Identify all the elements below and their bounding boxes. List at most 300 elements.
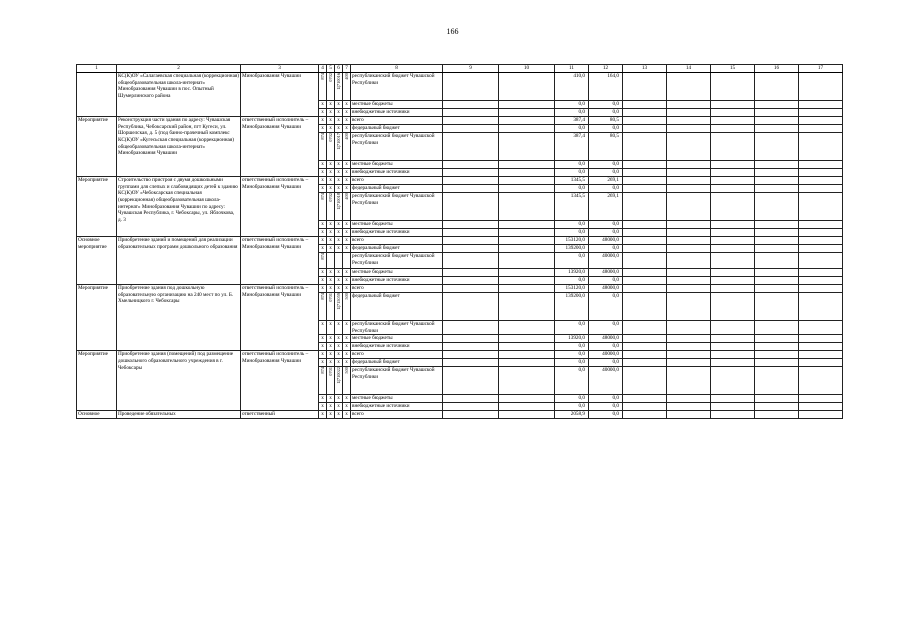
- header-cell-17: 17: [799, 65, 843, 73]
- budget-code-cell: x: [327, 177, 335, 185]
- year-cell-16: [755, 237, 799, 245]
- header-cell-3: 3: [241, 65, 319, 73]
- funding-source-cell: местные бюджеты: [351, 101, 443, 109]
- year-cell-17: [799, 177, 843, 185]
- budget-code-cell: x: [343, 285, 351, 293]
- year-cell-9: [443, 321, 499, 335]
- year-cell-17: [799, 109, 843, 117]
- budget-code-cell: x: [335, 109, 343, 117]
- year-cell-16: [755, 161, 799, 169]
- budget-code: Ц710018: [336, 193, 341, 210]
- value-cell-12: 48000,0: [589, 269, 623, 277]
- funding-source-cell: местные бюджеты: [351, 161, 443, 169]
- budget-code-cell: x: [327, 117, 335, 125]
- header-cell-12: 12: [589, 65, 623, 73]
- year-cell-10: [499, 245, 555, 253]
- year-cell-14: [667, 221, 711, 229]
- year-cell-17: [799, 221, 843, 229]
- year-cell-14: [667, 367, 711, 395]
- year-cell-16: [755, 193, 799, 221]
- year-cell-10: [499, 367, 555, 395]
- budget-code-cell: x: [327, 285, 335, 293]
- year-cell-16: [755, 277, 799, 285]
- year-cell-10: [499, 177, 555, 185]
- year-cell-17: [799, 185, 843, 193]
- budget-code-cell: x: [319, 395, 327, 403]
- year-cell-14: [667, 161, 711, 169]
- budget-code-cell: [319, 367, 327, 395]
- budget-code: 874: [320, 133, 325, 140]
- year-cell-13: [623, 395, 667, 403]
- funding-source-cell: федеральный бюджет: [351, 185, 443, 193]
- year-cell-9: [443, 177, 499, 185]
- year-cell-13: [623, 351, 667, 359]
- year-cell-9: [443, 193, 499, 221]
- budget-code-cell: x: [335, 185, 343, 193]
- budget-code-cell: x: [335, 343, 343, 351]
- year-cell-15: [711, 253, 755, 269]
- budget-code: 500: [344, 293, 349, 300]
- budget-code: 400: [344, 133, 349, 140]
- budget-code-cell: x: [343, 277, 351, 285]
- budget-code-cell: x: [343, 169, 351, 177]
- budget-code-cell: x: [327, 125, 335, 133]
- budget-code-cell: x: [335, 169, 343, 177]
- year-cell-9: [443, 109, 499, 117]
- value-cell-11: 0,0: [555, 395, 589, 403]
- budget-code-cell: [327, 133, 335, 161]
- funding-source-cell: федеральный бюджет: [351, 245, 443, 253]
- value-cell-11: 387,4: [555, 133, 589, 161]
- budget-code-cell: x: [343, 245, 351, 253]
- year-cell-16: [755, 285, 799, 293]
- funding-source-cell: республиканский бюджет Чувашской Республики: [351, 193, 443, 221]
- year-cell-13: [623, 269, 667, 277]
- event-name-cell: Приобретение здания (помещений) под размещение дошкольного образовательного учреждения в г. Чебоксары: [117, 351, 241, 411]
- budget-code-cell: [343, 133, 351, 161]
- year-cell-10: [499, 277, 555, 285]
- value-cell-12: 0,0: [589, 161, 623, 169]
- year-cell-16: [755, 169, 799, 177]
- header-cell-6: 6: [335, 65, 343, 73]
- year-cell-15: [711, 343, 755, 351]
- budget-code-cell: x: [335, 403, 343, 411]
- funding-source-cell: всего: [351, 177, 443, 185]
- budget-code-cell: x: [343, 117, 351, 125]
- budget-code-cell: x: [343, 395, 351, 403]
- budget-code-cell: x: [335, 161, 343, 169]
- budget-code: Ц710022: [336, 367, 341, 384]
- year-cell-16: [755, 125, 799, 133]
- executor-cell: ответственный: [241, 411, 319, 419]
- budget-code-cell: x: [335, 285, 343, 293]
- value-cell-12: 0,0: [589, 411, 623, 419]
- budget-code: 400: [344, 193, 349, 200]
- event-name-cell: КС(К)ОУ «Салагаевская специальная (коррекционная) общеобразовательная школа-интернат» Минобразования Чувашии в пос. Опытный Шумерлинского района: [117, 73, 241, 117]
- year-cell-17: [799, 125, 843, 133]
- value-cell-12: 0,0: [589, 221, 623, 229]
- year-cell-17: [799, 403, 843, 411]
- budget-code-cell: x: [327, 411, 335, 419]
- year-cell-15: [711, 285, 755, 293]
- value-cell-11: 0,0: [555, 367, 589, 395]
- year-cell-13: [623, 229, 667, 237]
- budget-code-cell: x: [335, 411, 343, 419]
- year-cell-9: [443, 229, 499, 237]
- year-cell-15: [711, 117, 755, 125]
- budget-code-cell: [343, 253, 351, 269]
- year-cell-16: [755, 359, 799, 367]
- year-cell-16: [755, 403, 799, 411]
- budget-code-cell: x: [319, 403, 327, 411]
- year-cell-13: [623, 177, 667, 185]
- year-cell-17: [799, 193, 843, 221]
- year-cell-13: [623, 117, 667, 125]
- table-row: [77, 177, 843, 185]
- year-cell-14: [667, 109, 711, 117]
- year-cell-14: [667, 335, 711, 343]
- executor-cell: ответственный исполнитель – Минобразования Чувашии: [241, 285, 319, 351]
- year-cell-16: [755, 133, 799, 161]
- year-cell-16: [755, 221, 799, 229]
- budget-code-cell: x: [319, 343, 327, 351]
- header-cell-2: 2: [117, 65, 241, 73]
- budget-code-cell: x: [343, 237, 351, 245]
- budget-code-cell: x: [327, 403, 335, 411]
- year-cell-13: [623, 343, 667, 351]
- year-cell-17: [799, 277, 843, 285]
- year-cell-17: [799, 133, 843, 161]
- budget-code: 400: [344, 73, 349, 80]
- year-cell-13: [623, 125, 667, 133]
- year-cell-15: [711, 293, 755, 321]
- value-cell-12: 0,0: [589, 343, 623, 351]
- budget-code-cell: [327, 253, 335, 269]
- value-cell-11: 0,0: [555, 359, 589, 367]
- year-cell-16: [755, 343, 799, 351]
- budget-code-cell: x: [327, 351, 335, 359]
- funding-source-cell: всего: [351, 351, 443, 359]
- value-cell-12: 0,0: [589, 169, 623, 177]
- year-cell-17: [799, 285, 843, 293]
- year-cell-13: [623, 109, 667, 117]
- header-cell-15: 15: [711, 65, 755, 73]
- year-cell-10: [499, 269, 555, 277]
- year-cell-17: [799, 253, 843, 269]
- budget-code-cell: x: [335, 269, 343, 277]
- funding-source-cell: республиканский бюджет Чувашской Республики: [351, 321, 443, 335]
- budget-code-cell: x: [327, 109, 335, 117]
- budget-code-cell: x: [343, 177, 351, 185]
- budget-code-cell: [319, 293, 327, 321]
- value-cell-11: 0,0: [555, 161, 589, 169]
- year-cell-17: [799, 395, 843, 403]
- value-cell-11: 0,0: [555, 185, 589, 193]
- year-cell-9: [443, 169, 499, 177]
- value-cell-12: 0,0: [589, 277, 623, 285]
- event-name-cell: Реконструкция части здания по адресу: Чувашская Республика, Чебоксарский район, пгт Кугеси, ул. Шоршелская, д. 5 (под банно-прачечный комплекс КС(К)ОУ «Кугесьская специальная (коррекционная) общеобразовательная школа-интернат» Минобразования Чувашии: [117, 117, 241, 177]
- year-cell-10: [499, 285, 555, 293]
- year-cell-14: [667, 359, 711, 367]
- budget-code-cell: x: [343, 351, 351, 359]
- budget-code-cell: [319, 133, 327, 161]
- budget-code-cell: x: [327, 245, 335, 253]
- year-cell-10: [499, 359, 555, 367]
- budget-code-cell: [335, 73, 343, 101]
- funding-source-cell: внебюджетные источники: [351, 403, 443, 411]
- budget-code-cell: [335, 193, 343, 221]
- funding-source-cell: местные бюджеты: [351, 221, 443, 229]
- budget-code-cell: [327, 293, 335, 321]
- year-cell-14: [667, 169, 711, 177]
- header-cell-10: 10: [499, 65, 555, 73]
- year-cell-14: [667, 185, 711, 193]
- budget-code-cell: [327, 367, 335, 395]
- year-cell-16: [755, 229, 799, 237]
- header-row: [77, 65, 843, 73]
- year-cell-15: [711, 177, 755, 185]
- year-cell-13: [623, 253, 667, 269]
- funding-source-cell: всего: [351, 411, 443, 419]
- budget-code-cell: x: [343, 229, 351, 237]
- year-cell-13: [623, 133, 667, 161]
- executor-cell: ответственный исполнитель – Минобразования Чувашии: [241, 117, 319, 177]
- budget-code-cell: x: [335, 359, 343, 367]
- budget-code-cell: x: [327, 359, 335, 367]
- budget-code-cell: x: [319, 161, 327, 169]
- budget-code-cell: x: [319, 125, 327, 133]
- budget-code-cell: x: [319, 229, 327, 237]
- budget-code-cell: x: [327, 229, 335, 237]
- value-cell-12: 48000,0: [589, 237, 623, 245]
- budget-code-cell: x: [343, 161, 351, 169]
- year-cell-13: [623, 321, 667, 335]
- budget-code-cell: x: [319, 109, 327, 117]
- year-cell-15: [711, 161, 755, 169]
- header-cell-1: 1: [77, 65, 117, 73]
- budget-code-cell: [335, 293, 343, 321]
- budget-code-cell: x: [327, 101, 335, 109]
- budget-code-cell: x: [343, 321, 351, 335]
- year-cell-13: [623, 403, 667, 411]
- funding-source-cell: внебюджетные источники: [351, 169, 443, 177]
- value-cell-11: 153120,0: [555, 237, 589, 245]
- year-cell-10: [499, 395, 555, 403]
- budget-code-cell: x: [319, 237, 327, 245]
- budget-code-cell: x: [335, 101, 343, 109]
- value-cell-11: 1345,5: [555, 193, 589, 221]
- header-cell-11: 11: [555, 65, 589, 73]
- funding-source-cell: местные бюджеты: [351, 395, 443, 403]
- budget-code-cell: x: [319, 269, 327, 277]
- value-cell-11: 1345,5: [555, 177, 589, 185]
- budget-code-cell: x: [319, 185, 327, 193]
- value-cell-12: 0,0: [589, 359, 623, 367]
- funding-source-cell: внебюджетные источники: [351, 229, 443, 237]
- budget-code-cell: x: [319, 351, 327, 359]
- value-cell-11: 410,0: [555, 73, 589, 101]
- value-cell-12: 0,0: [589, 321, 623, 335]
- funding-source-cell: внебюджетные источники: [351, 109, 443, 117]
- budget-code-cell: x: [335, 321, 343, 335]
- year-cell-9: [443, 269, 499, 277]
- year-cell-16: [755, 351, 799, 359]
- budget-code-cell: [319, 73, 327, 101]
- budget-code: 0702: [328, 193, 333, 202]
- year-cell-14: [667, 403, 711, 411]
- funding-source-cell: республиканский бюджет Чувашской Республики: [351, 73, 443, 101]
- budget-code: Ц715059: [336, 293, 341, 310]
- year-cell-13: [623, 245, 667, 253]
- year-cell-15: [711, 185, 755, 193]
- year-cell-15: [711, 169, 755, 177]
- budget-code-cell: x: [319, 411, 327, 419]
- year-cell-15: [711, 133, 755, 161]
- budget-code: 0702: [328, 73, 333, 82]
- year-cell-15: [711, 403, 755, 411]
- header-cell-5: 5: [327, 65, 335, 73]
- header-cell-7: 7: [343, 65, 351, 73]
- budget-code-cell: x: [319, 277, 327, 285]
- year-cell-10: [499, 321, 555, 335]
- value-cell-12: 0,0: [589, 109, 623, 117]
- year-cell-17: [799, 335, 843, 343]
- budget-code-cell: x: [335, 395, 343, 403]
- year-cell-9: [443, 411, 499, 419]
- budget-code: 0701: [328, 367, 333, 377]
- budget-code-cell: [343, 193, 351, 221]
- year-cell-16: [755, 367, 799, 395]
- event-type-cell: Мероприятие: [77, 351, 117, 411]
- budget-code-cell: [319, 193, 327, 221]
- budget-code-cell: x: [319, 221, 327, 229]
- value-cell-12: 0,0: [589, 229, 623, 237]
- value-cell-12: 80,5: [589, 117, 623, 125]
- year-cell-9: [443, 237, 499, 245]
- year-cell-9: [443, 253, 499, 269]
- budget-code-cell: x: [335, 125, 343, 133]
- year-cell-16: [755, 101, 799, 109]
- value-cell-12: 80,5: [589, 133, 623, 161]
- budget-code: 500: [344, 367, 349, 374]
- year-cell-14: [667, 253, 711, 269]
- funding-source-cell: внебюджетные источники: [351, 343, 443, 351]
- budget-code-cell: x: [319, 101, 327, 109]
- budget-code-cell: x: [335, 177, 343, 185]
- budget-code-cell: x: [335, 237, 343, 245]
- funding-source-cell: республиканский бюджет Чувашской Республики: [351, 253, 443, 269]
- year-cell-10: [499, 169, 555, 177]
- funding-source-cell: всего: [351, 285, 443, 293]
- event-name-cell: Проведение обязательных: [117, 411, 241, 419]
- budget-code: 874: [320, 73, 325, 80]
- budget-code-cell: x: [327, 185, 335, 193]
- value-cell-11: 153120,0: [555, 285, 589, 293]
- year-cell-9: [443, 403, 499, 411]
- executor-cell: ответственный исполнитель – Минобразования Чувашии: [241, 351, 319, 411]
- year-cell-14: [667, 73, 711, 101]
- year-cell-9: [443, 351, 499, 359]
- budget-code-cell: x: [343, 109, 351, 117]
- year-cell-13: [623, 293, 667, 321]
- header-cell-14: 14: [667, 65, 711, 73]
- budget-code-cell: x: [319, 335, 327, 343]
- year-cell-15: [711, 245, 755, 253]
- event-type-cell: Мероприятие: [77, 117, 117, 177]
- value-cell-11: 0,0: [555, 109, 589, 117]
- table-row: [77, 285, 843, 293]
- year-cell-15: [711, 277, 755, 285]
- year-cell-9: [443, 277, 499, 285]
- table-row: [77, 237, 843, 245]
- year-cell-14: [667, 177, 711, 185]
- year-cell-10: [499, 185, 555, 193]
- year-cell-14: [667, 193, 711, 221]
- value-cell-11: 0,0: [555, 169, 589, 177]
- budget-code: 874: [320, 367, 325, 374]
- year-cell-14: [667, 321, 711, 335]
- year-cell-14: [667, 101, 711, 109]
- year-cell-15: [711, 321, 755, 335]
- budget-code-cell: x: [327, 169, 335, 177]
- value-cell-11: 0,0: [555, 101, 589, 109]
- year-cell-16: [755, 109, 799, 117]
- year-cell-16: [755, 321, 799, 335]
- budget-code-cell: [327, 193, 335, 221]
- value-cell-11: 0,0: [555, 277, 589, 285]
- value-cell-12: 0,0: [589, 245, 623, 253]
- funding-source-cell: федеральный бюджет: [351, 359, 443, 367]
- budget-code-cell: x: [327, 321, 335, 335]
- value-cell-11: 0,0: [555, 351, 589, 359]
- year-cell-13: [623, 221, 667, 229]
- budget-code-cell: x: [335, 245, 343, 253]
- year-cell-16: [755, 245, 799, 253]
- funding-source-cell: местные бюджеты: [351, 269, 443, 277]
- year-cell-14: [667, 237, 711, 245]
- year-cell-9: [443, 293, 499, 321]
- year-cell-10: [499, 229, 555, 237]
- header-cell-16: 16: [755, 65, 799, 73]
- year-cell-10: [499, 253, 555, 269]
- funding-source-cell: федеральный бюджет: [351, 125, 443, 133]
- budget-code-cell: x: [327, 161, 335, 169]
- value-cell-11: 0,0: [555, 403, 589, 411]
- year-cell-9: [443, 73, 499, 101]
- year-cell-14: [667, 411, 711, 419]
- year-cell-17: [799, 101, 843, 109]
- funding-source-cell: всего: [351, 117, 443, 125]
- budget-code-cell: x: [327, 335, 335, 343]
- funding-source-cell: всего: [351, 237, 443, 245]
- budget-code-cell: x: [343, 101, 351, 109]
- year-cell-16: [755, 73, 799, 101]
- value-cell-11: 0,0: [555, 229, 589, 237]
- year-cell-17: [799, 117, 843, 125]
- budget-code-cell: x: [343, 335, 351, 343]
- value-cell-12: 164,0: [589, 73, 623, 101]
- budget-code: 874: [320, 293, 325, 300]
- budget-code-cell: x: [319, 245, 327, 253]
- year-cell-10: [499, 109, 555, 117]
- year-cell-14: [667, 125, 711, 133]
- value-cell-11: 13920,0: [555, 335, 589, 343]
- budget-code-cell: x: [319, 359, 327, 367]
- year-cell-10: [499, 133, 555, 161]
- year-cell-10: [499, 403, 555, 411]
- year-cell-15: [711, 237, 755, 245]
- year-cell-10: [499, 237, 555, 245]
